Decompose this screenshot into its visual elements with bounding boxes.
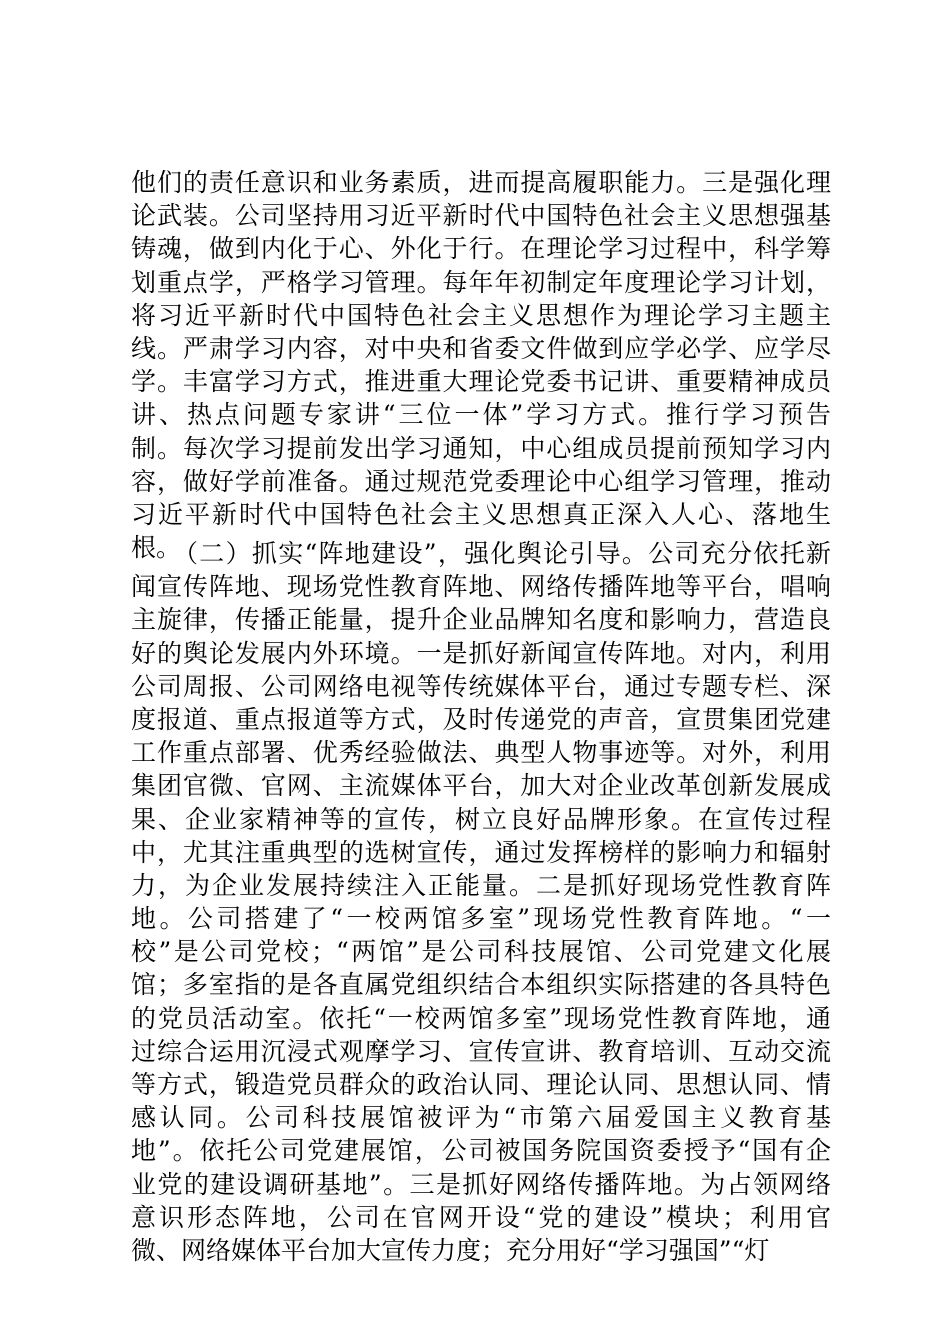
text-line: 馆；多室指的是各直属党组织结合本组织实际搭建的各具特色	[131, 970, 831, 1000]
text-line: 意识形态阵地，公司在官网开设“党的建设”模块；利用官	[131, 1202, 831, 1232]
text-line: 过综合运用沉浸式观摩学习、宣传宣讲、教育培训、互动交流	[131, 1036, 831, 1066]
text-line: 集团官微、官网、主流媒体平台，加大对企业改革创新发展成	[131, 771, 831, 801]
text-line: 力，为企业发展持续注入正能量。二是抓好现场党性教育阵	[131, 870, 831, 900]
text-line: 根。	[131, 533, 182, 563]
text-line: 业党的建设调研基地”。三是抓好网络传播阵地。为占领网络	[131, 1169, 831, 1199]
text-line: 地。公司搭建了“一校两馆多室”现场党性教育阵地。“一	[131, 904, 831, 934]
paragraph-1	[131, 166, 831, 564]
text-line: 公司周报、公司网络电视等传统媒体平台，通过专题专栏、深	[131, 671, 831, 701]
text-line: 地”。依托公司党建展馆，公司被国务院国资委授予“国有企	[131, 1136, 831, 1166]
text-line: 划重点学，严格学习管理。每年年初制定年度理论学习计划，	[131, 267, 831, 297]
text-line: 工作重点部署、优秀经验做法、典型人物事迹等。对外，利用	[131, 738, 831, 768]
text-line: 论武装。公司坚持用习近平新时代中国特色社会主义思想强基	[131, 201, 831, 231]
text-line: 讲、热点问题专家讲“三位一体”学习方式。推行学习预告	[131, 400, 831, 430]
text-line: （二）抓实“阵地建设”，强化舆论引导。公司充分依托新	[173, 539, 831, 568]
text-line: 习近平新时代中国特色社会主义思想真正深入人心、落地生	[131, 499, 831, 529]
text-line: 感认同。公司科技展馆被评为“市第六届爱国主义教育基	[131, 1103, 831, 1133]
text-line: 好的舆论发展内外环境。一是抓好新闻宣传阵地。对内，利用	[131, 638, 831, 668]
text-line: 微、网络媒体平台加大宣传力度；充分用好“学习强国”“灯	[131, 1235, 770, 1265]
text-line: 校”是公司党校；“两馆”是公司科技展馆、公司党建文化展	[131, 937, 831, 967]
text-line: 线。严肃学习内容，对中央和省委文件做到应学必学、应学尽	[131, 333, 831, 363]
text-line: 等方式，锻造党员群众的政治认同、理论认同、思想认同、情	[131, 1070, 831, 1099]
text-line: 容，做好学前准备。通过规范党委理论中心组学习管理，推动	[131, 466, 831, 496]
text-line: 的党员活动室。依托“一校两馆多室”现场党性教育阵地，通	[131, 1003, 831, 1033]
text-line: 度报道、重点报道等方式，及时传递党的声音，宣贯集团党建	[131, 704, 831, 734]
text-line: 中，尤其注重典型的选树宣传，通过发挥榜样的影响力和辐射	[131, 837, 831, 867]
text-line: 果、企业家精神等的宣传，树立良好品牌形象。在宣传过程	[131, 804, 831, 834]
text-line: 将习近平新时代中国特色社会主义思想作为理论学习主题主	[131, 300, 831, 330]
text-line: 学。丰富学习方式，推进重大理论党委书记讲、重要精神成员	[131, 367, 831, 397]
text-line: 他们的责任意识和业务素质，进而提高履职能力。三是强化理	[131, 168, 831, 197]
paragraph-2	[131, 537, 831, 1267]
text-line: 制。每次学习提前发出学习通知，中心组成员提前预知学习内	[131, 433, 831, 463]
text-line: 闻宣传阵地、现场党性教育阵地、网络传播阵地等平台，唱响	[131, 572, 831, 602]
text-line: 主旋律，传播正能量，提升企业品牌知名度和影响力，营造良	[131, 605, 831, 635]
text-line: 铸魂，做到内化于心、外化于行。在理论学习过程中，科学筹	[131, 234, 831, 264]
